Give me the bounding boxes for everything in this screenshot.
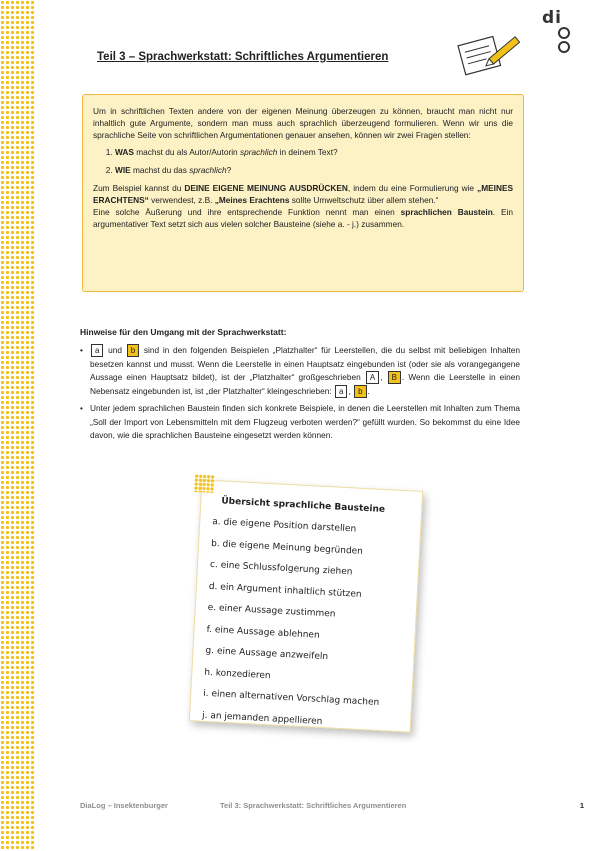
- logo-bottom: [556, 26, 582, 54]
- placeholder-a-small: a: [335, 385, 347, 398]
- card-dots-decoration: [194, 474, 215, 493]
- notes: [80, 344, 520, 447]
- placeholder-b-small: b: [354, 385, 366, 398]
- list-item: j. an jemanden appellieren: [201, 710, 323, 727]
- page-title: Teil 3 – Sprachwerkstatt: Schriftliches Argumentieren: [97, 51, 389, 63]
- question-2: 2. WIE machst du das sprachlich?: [115, 164, 513, 176]
- placeholder-B: B: [388, 371, 401, 384]
- page-number: 1: [579, 801, 584, 810]
- dialog-logo: [542, 10, 582, 44]
- list-item: f. eine Aussage ablehnen: [206, 624, 320, 641]
- placeholder-A: A: [366, 371, 379, 384]
- footer-left: DiaLog – Insektenburger: [80, 801, 168, 810]
- building-blocks-list: [201, 517, 388, 741]
- decorative-dot-strip: [0, 0, 36, 851]
- list-item: g. eine Aussage anzweifeln: [205, 645, 329, 663]
- card-title: Übersicht sprachliche Bausteine: [221, 496, 386, 515]
- list-item: d. ein Argument inhaltlich stützen: [208, 581, 362, 600]
- intro-questions: [115, 146, 513, 176]
- note-item-placeholders: • a und b sind in den folgenden Beispielen „Platzhalter“ für Leerstellen, die du selbst mit beliebigen Inhalten besetzen kannst und musst. Wenn die Leerstelle in einen Hauptsatz eingebunden ist (oder sie als vorangegangene Aussage einen Hauptsatz bildet), ist der „Platzhalter“ großgeschrieben A , B . Wenn die Leerstelle in einen Nebensatz eingebunden ist, ist „der Platzhalter“ kleingeschrieben: a , b .: [80, 345, 521, 396]
- list-item: b. die eigene Meinung begründen: [210, 538, 364, 557]
- intro-paragraph-1: Um in schriftlichen Texten andere von der eigenen Meinung überzeugen zu können, braucht man nicht nur inhaltlich gute Argumente, sondern man muss auch sprachlich überzeugend formulieren. Wenn wir uns die sprachliche Seite von schriftlichen Argumentationen genauer ansehen, können wir zwei Fragen stellen:: [93, 106, 513, 140]
- logo-top: di: [542, 8, 562, 28]
- intro-box: [82, 94, 524, 292]
- overview-card: [189, 479, 423, 732]
- notes-heading: Hinweise für den Umgang mit der Sprachwerkstatt:: [80, 327, 287, 337]
- note-item-examples: • Unter jedem sprachlichen Baustein finden sich konkrete Beispiele, in denen die Leerstellen mit Inhalten zum Thema „Soll der Import von Lebensmitteln mit dem Flugzeug verboten werden?“ gefüllt wurden. So bekommst du eine Idee davon, wie die sprachlichen Bausteine eingesetzt werden können.: [80, 403, 520, 440]
- list-item: a. die eigene Position darstellen: [212, 516, 357, 535]
- intro-paragraph-2: Zum Beispiel kannst du DEINE EIGENE MEINUNG AUSDRÜCKEN, indem du eine Formulierung wie „MEINES ERACHTENS“ verwendest, z.B. „Meines Erachtens sollte Umweltschutz über allem stehen.“ Eine solche Äußerung und ihre entsprechende Funktion nennt man einen sprachlichen Baustein. Ein argumentativer Text setzt sich aus vielen solcher Bausteine (siehe a. - j.) zusammen.: [93, 183, 514, 229]
- placeholder-a: a: [91, 344, 103, 357]
- list-item: c. eine Schlussfolgerung ziehen: [209, 559, 353, 578]
- question-1: 1. WAS machst du als Autor/Autorin sprachlich in deinem Text?: [115, 146, 513, 158]
- list-item: i. einen alternativen Vorschlag machen: [203, 688, 380, 708]
- paper-and-pen-icon: [452, 30, 522, 80]
- list-item: e. einer Aussage zustimmen: [207, 602, 336, 620]
- footer-center: Teil 3: Sprachwerkstatt: Schriftliches Argumentieren: [220, 801, 407, 810]
- placeholder-b: b: [127, 344, 139, 357]
- list-item: h. konzedieren: [204, 667, 271, 681]
